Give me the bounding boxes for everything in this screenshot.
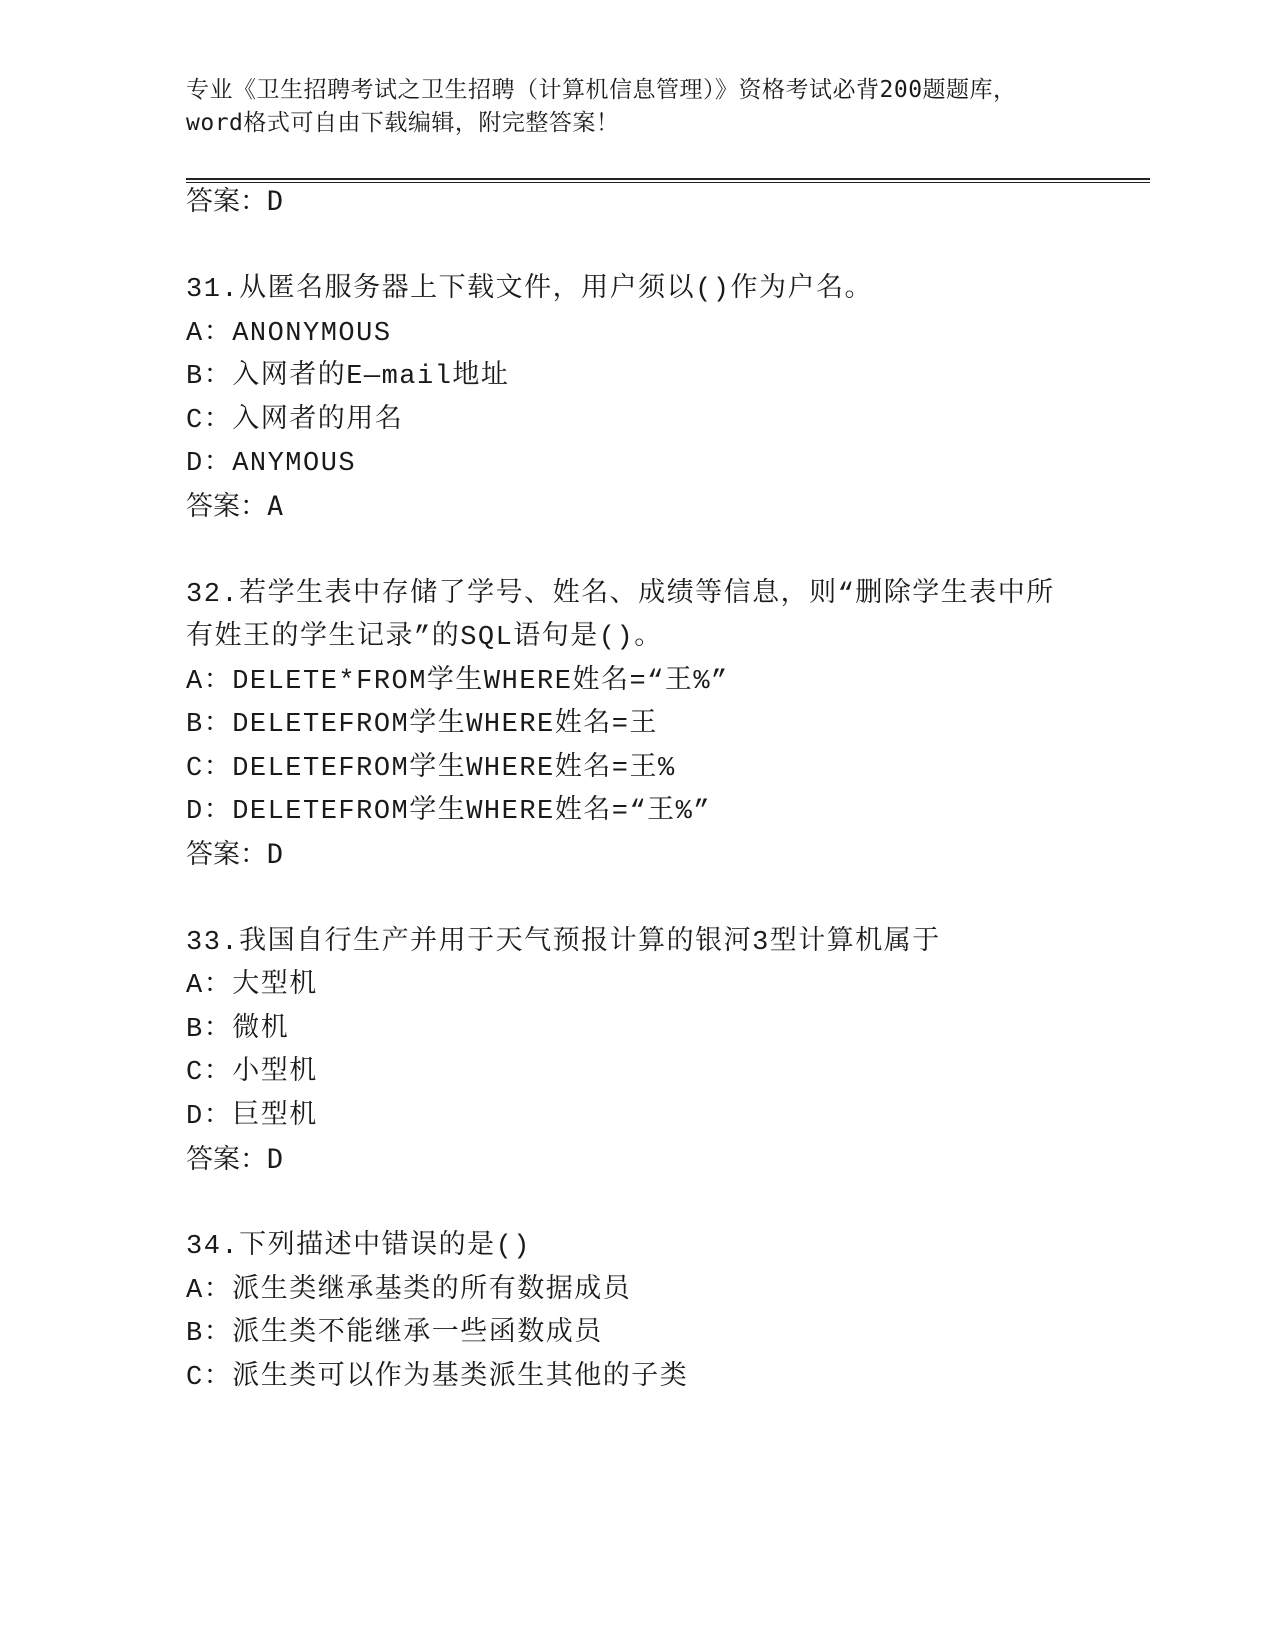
- question-34-option-b: B：派生类不能继承一些函数成员: [186, 1319, 603, 1349]
- question-31-stem: 31.从匿名服务器上下载文件，用户须以()作为户名。: [186, 275, 874, 305]
- question-31-answer: 答案：A: [186, 491, 284, 522]
- question-31-option-c: C：入网者的用名: [186, 406, 404, 436]
- question-33-option-a: A：大型机: [186, 971, 318, 1001]
- header-line-1: 专业《卫生招聘考试之卫生招聘（计算机信息管理）》资格考试必背200题题库，: [186, 77, 1017, 103]
- question-32-option-c: C：DELETEFROM学生WHERE姓名=王%: [186, 754, 676, 784]
- question-32-option-b: B：DELETEFROM学生WHERE姓名=王: [186, 710, 658, 740]
- header-divider: [186, 178, 1150, 183]
- question-31-option-d: D：ANYMOUS: [186, 449, 357, 479]
- question-34-stem: 34.下列描述中错误的是(): [186, 1232, 532, 1262]
- question-32-stem-line-2: 有姓王的学生记录”的SQL语句是()。: [186, 623, 663, 653]
- question-33-stem: 33.我国自行生产并用于天气预报计算的银河3型计算机属于: [186, 928, 941, 958]
- question-34-option-a: A：派生类继承基类的所有数据成员: [186, 1276, 632, 1306]
- question-32-answer: 答案：D: [186, 839, 284, 870]
- document-header: [186, 74, 1086, 140]
- question-33-option-c: C：小型机: [186, 1058, 318, 1088]
- question-32-stem-line-1: 32.若学生表中存储了学号、姓名、成绩等信息，则“删除学生表中所: [186, 580, 1055, 610]
- question-34-option-c: C：派生类可以作为基类派生其他的子类: [186, 1363, 689, 1393]
- header-line-2: word格式可自由下载编辑，附完整答案！: [186, 110, 620, 136]
- answer-label: 答案：D: [186, 186, 284, 217]
- question-33-option-d: D：巨型机: [186, 1102, 318, 1132]
- question-33-option-b: B：微机: [186, 1015, 290, 1045]
- question-31-option-a: A：ANONYMOUS: [186, 319, 392, 349]
- question-32-option-d: D：DELETEFROM学生WHERE姓名=“王%”: [186, 797, 712, 827]
- question-32-option-a: A：DELETE*FROM学生WHERE姓名=“王%”: [186, 667, 729, 697]
- question-33-answer: 答案：D: [186, 1144, 284, 1175]
- question-31-option-b: B：入网者的E—mail地址: [186, 362, 510, 392]
